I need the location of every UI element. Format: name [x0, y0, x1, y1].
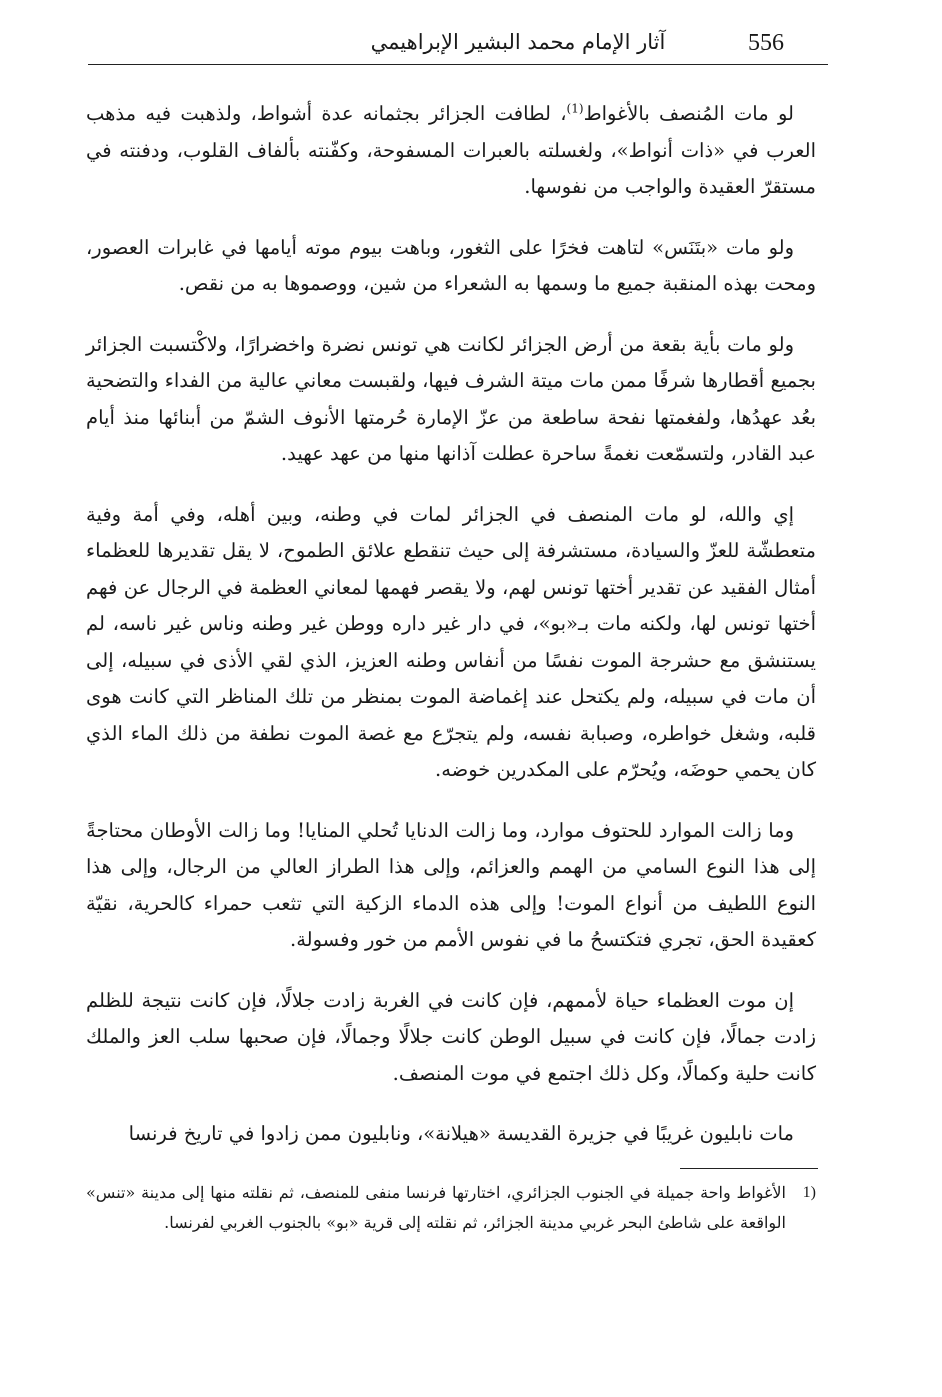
main-text	[86, 96, 816, 1177]
footnote-text: الأغواط واحة جميلة في الجنوب الجزائري، اختارتها فرنسا منفى للمنصف، ثم نقلته منها إلى مدينة «تنس» الواقعة على شاطئ البحر غربي مدينة الجزائر، ثم نقلته إلى قرية «بو» بالجنوب الغربي لفرنسا.	[86, 1183, 786, 1232]
paragraph-5: وما زالت الموارد للحتوف موارد، وما زالت الدنايا تُحلي المنايا! وما زالت الأوطان محتاجةً إلى هذا النوع السامي من الهمم والعزائم، وإلى هذا الطراز العالي من الرجال، وإلى هذا النوع اللطيف من أنواع الموت! وإلى هذه الدماء الزكية التي تثعب حمراء كالحرية، نقيّة كعقيدة الحق، تجري فتكتسحُ ما في نفوس الأمم من خور وفسولة.	[86, 818, 816, 951]
footnote-marker: 1)	[802, 1184, 816, 1201]
paragraph-1-rest: ، لطافت الجزائر بجثمانه عدة أشواط، ولذهبت فيه مذهب العرب في «ذات أنواط»، ولغسلته بالعبرات المسفوحة، وكفّنته بألفاف القلوب، ودفنته في مستقرّ العقيدة والواجب من نفوسها.	[86, 102, 816, 198]
page-number: 556	[748, 30, 784, 56]
paragraph-4: إي والله، لو مات المنصف في الجزائر لمات في وطنه، وبين أهله، وفي أمة وفية متعطشّة للعزّ والسيادة، مستشرفة إلى حيث تنقطع علائق الطموح، لا يقل تقديرها للعظماء أمثال الفقيد عن تقدير أختها تونس لهم، ولا يقصر فهمها لمعاني العظمة في الرجال عن فهم أختها تونس لها، ولكنه مات بـ«بو»، في دار غير داره ووطن غير وطنه وناس غير ناسه، لم يستنشق مع حشرجة الموت نفسًا من أنفاس وطنه العزيز، الذي لقي الأذى في سبيله، إلى أن مات في سبيله، ولم يكتحل عند إغماضة الموت بمنظر من تلك المناظر التي كانت هوى قلبه، وشغل خواطره، وصبابة نفسه، ولم يتجرّع مع غصة الموت نطفة من ذلك الماء الذي كان يحمي حوضَه، ويُحرّم على المكدرين خوضه.	[86, 502, 816, 781]
footnote-divider	[680, 1168, 818, 1169]
header-divider	[88, 64, 828, 65]
book-title: آثار الإمام محمد البشير الإبراهيمي	[370, 30, 666, 54]
paragraph-2: ولو مات «بتَنَس» لتاهت فخرًا على الثغور، وباهت بيوم موته أيامها في غابرات العصور، ومحت بهذه المنقبة جميع ما وسمها به الشعراء من شين، ووصموها به من نقص.	[86, 235, 816, 295]
paragraph-3: ولو مات بأية بقعة من أرض الجزائر لكانت هي تونس نضرة واخضرارًا، ولاكْتسبت الجزائر بجميع أقطارها شرفًا ممن مات ميتة الشرف فيها، ولقبست معاني عالية من الفداء والتضحية بعُد عهدُها، ولفغمتها نفحة ساطعة من عزّ الإمارة حُرمتها الأنوف الشمّ من أبنائها منذ أيام عبد القادر، ولتسمّعت نغمةً ساحرة عطلت آذانها منها من عهد عهيد.	[86, 332, 816, 465]
footnote	[86, 1178, 816, 1238]
footnote-reference[interactable]: (1)	[566, 101, 584, 116]
paragraph-7: مات نابليون غريبًا في جزيرة القديسة «هيلانة»، ونابليون ممن زادوا في تاريخ فرنسا	[128, 1122, 794, 1145]
paragraph-1-lead: لو مات المُنصف بالأغواط	[583, 102, 794, 125]
paragraph-1	[86, 96, 816, 206]
paragraph-6: إن موت العظماء حياة لأممهم، فإن كانت في الغربة زادت جلالًا، فإن كانت نتيجة للظلم زادت جمالًا، فإن كانت في سبيل الوطن كانت جلالًا وجمالًا، فإن صحبها سلب العز والملك كانت حلية وكمالًا، وكل ذلك اجتمع في موت المنصف.	[86, 988, 816, 1085]
running-header	[88, 22, 828, 68]
